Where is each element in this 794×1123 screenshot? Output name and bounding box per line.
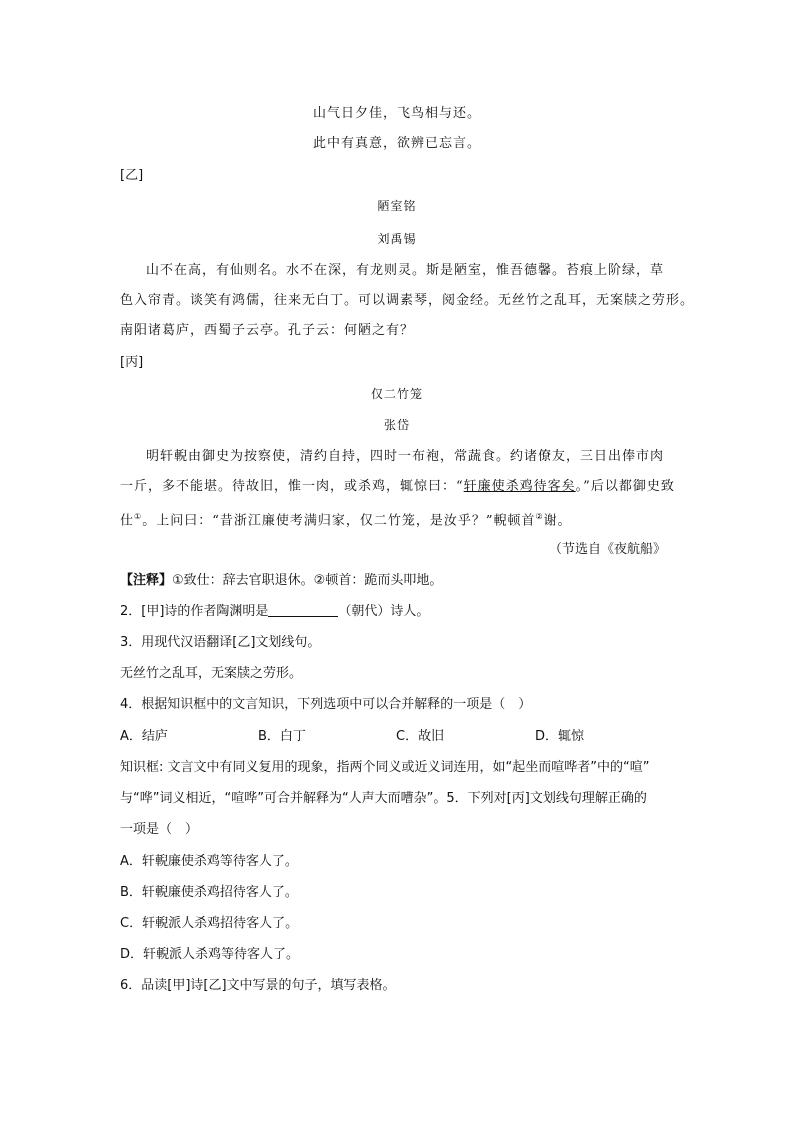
answer-blank[interactable]	[268, 602, 338, 617]
note-mark-2: ②	[535, 512, 544, 521]
q4-option-d[interactable]: D．辄惊	[535, 729, 585, 744]
q4-option-a[interactable]: A．结庐	[120, 729, 168, 744]
section-label-bing: [丙]	[120, 355, 144, 370]
question-3-sentence: 无丝竹之乱耳，无案牍之劳形。	[120, 666, 303, 681]
q4-option-b[interactable]: B．白丁	[258, 729, 306, 744]
question-2	[120, 602, 429, 622]
bing-text: 。上问曰：“昔浙江廉使考满归家，仅二竹笼，是汝乎？”輗顿首	[142, 513, 536, 529]
yi-paragraph-line-3: 南阳诸葛庐，西蜀子云亭。孔子云：何陋之有？	[120, 323, 415, 338]
yi-author: 刘禹锡	[377, 232, 417, 246]
yi-title: 陋室铭	[377, 199, 417, 213]
question-2-text: （朝代）诗人。	[338, 604, 430, 619]
q4-option-c[interactable]: C．故旧	[396, 729, 445, 744]
bing-author: 张岱	[383, 418, 410, 432]
yi-underlined-sentence: 无丝竹之乱耳，无案牍之劳形。	[498, 293, 695, 308]
question-2-text: 2．[甲]诗的作者陶渊明是	[120, 604, 269, 619]
section-label-yi: [乙]	[120, 168, 144, 183]
bing-text: 仕	[120, 513, 135, 529]
knowledge-box-line-2: 与“哗”词义相近，“喧哗”可合并解释为“人声大而嘈杂”。5．下列对[丙]文划线句理解正确的	[120, 791, 647, 806]
bing-text: 一斤，多不能堪。待故旧，惟一肉，或杀鸡，辄惊曰：“	[120, 479, 464, 494]
note-mark-1: ①	[134, 512, 143, 521]
question-6: 6．品读[甲]诗[乙]文中写景的句子，填写表格。	[120, 978, 396, 993]
bing-underlined-sentence: 轩廉使杀鸡待客矣	[463, 479, 576, 494]
q5-option-d[interactable]: D．轩輗派人杀鸡等待客人了。	[120, 947, 300, 962]
q5-option-c[interactable]: C．轩輗派人杀鸡招待客人了。	[120, 916, 299, 931]
knowledge-box-line-1: 知识框: 文言文中有同义复用的现象，指两个同义或近义词连用，如“起坐而喧哗者”中的“喧”	[120, 760, 650, 775]
yi-paragraph-line-2	[120, 291, 694, 311]
bing-text: 谢。	[543, 513, 572, 529]
bing-title: 仅二竹笼	[370, 387, 423, 401]
yi-paragraph-line-1: 山不在高，有仙则名。水不在深，有龙则灵。斯是陋室，惟吾德馨。苔痕上阶绿，草	[146, 263, 665, 278]
annotations-text: ①致仕：辞去官职退休。②顿首：跪而头叩地。	[172, 573, 443, 588]
q5-option-a[interactable]: A．轩輗廉使杀鸡等待客人了。	[120, 854, 298, 869]
bing-paragraph-line-2	[120, 477, 675, 497]
poem-line-1: 山气日夕佳，飞鸟相与还。	[312, 106, 481, 121]
question-3: 3．用现代汉语翻译[乙]文划线句。	[120, 635, 321, 650]
q5-option-b[interactable]: B．轩輗廉使杀鸡招待客人了。	[120, 885, 298, 900]
bing-paragraph-line-1: 明轩輗由御史为按察使，清约自持，四时一布袍，常蔬食。约诸僚友，三日出俸市肉	[146, 449, 665, 464]
question-5-stem: 一项是（ ）	[120, 822, 199, 837]
yi-text: 色入帘青。谈笑有鸿儒，往来无白丁。可以调素琴，阅金经。	[120, 293, 499, 308]
bing-paragraph-line-3	[120, 507, 572, 531]
question-4: 4．根据知识框中的文言知识，下列选项中可以合并解释的一项是（ ）	[120, 697, 532, 712]
poem-line-2: 此中有真意，欲辨已忘言。	[312, 136, 481, 151]
annotations-label: 【注释】	[120, 573, 173, 588]
bing-text: 。”后以都御史致	[575, 479, 675, 494]
bing-source: （节选自《夜航船》	[548, 542, 666, 557]
annotations	[120, 571, 442, 591]
